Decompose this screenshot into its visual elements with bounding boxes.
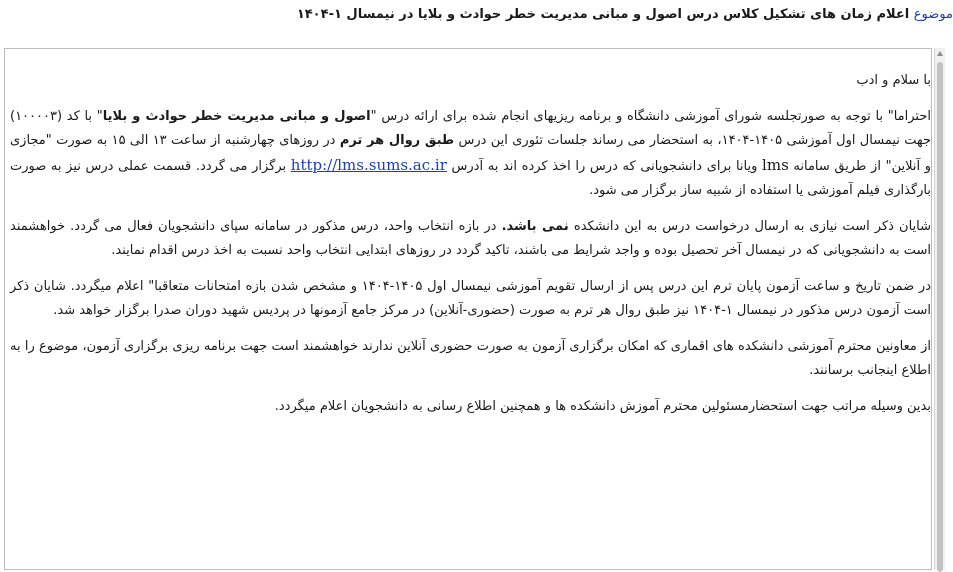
vertical-scrollbar[interactable] xyxy=(934,48,945,570)
schedule-note: طبق روال هر ترم xyxy=(339,133,455,148)
scrollbar-thumb[interactable] xyxy=(937,62,943,572)
paragraph-registration xyxy=(10,215,931,263)
p1-text-5: برگزار می گردد. قسمت عملی درس نیز به صورت بارگذاری فیلم آموزشی یا استفاده از شبیه ساز برگزار می شود. xyxy=(10,159,931,198)
subject-title: اعلام زمان های تشکیل کلاس درس اصول و مبانی مدیریت خطر حوادث و بلایا در نیمسال ۱-۱۴۰۴ xyxy=(296,7,910,22)
subject-line xyxy=(0,5,953,25)
p1-text-1: احتراما" با توجه به صورتجلسه شورای آموزشی دانشگاه و برنامه ریزیهای انجام شده برای ارائه درس " xyxy=(370,109,931,124)
p2-text-2: در بازه انتخاب واحد، درس مذکور در سامانه سپای دانشجویان فعال می گردد. خواهشمند است به دانشجویانی که در نیمسال آخر تحصیل بوده و واجد شرایط می باشند، تاکید گردد در روزهای ابتدایی انتخاب واحد نسبت به اخذ درس اقدام نمایند. xyxy=(10,219,931,258)
scroll-up-arrow-icon[interactable] xyxy=(937,51,943,56)
subject-label: موضوع xyxy=(913,7,953,22)
paragraph-exam: در ضمن تاریخ و ساعت آزمون پایان ترم این درس پس از ارسال تقویم آموزشی نیمسال اول ۱۴۰۵-۱۴۰۴ و مشخص شدن بازه امتحانات متعاقبا" اعلام میگردد. شایان ذکر است آزمون درس مذکور در نیمسال ۱-۱۴۰۴ نیز طبق روال هر ترم به صورت (حضوری-آنلاین) در مرکز جامع آزمونها در پردیس شهید دوران صدرا برگزار خواهد شد. xyxy=(10,279,932,318)
lms-url-link[interactable]: http://lms.sums.ac.ir xyxy=(290,156,447,174)
greeting: با سلام و ادب xyxy=(856,73,931,88)
no-request-needed: نمی باشد. xyxy=(501,219,569,234)
p1-text-3: در روزهای چهارشنبه از ساعت ۱۳ الی ۱۵ به صورت "مجازی و آنلاین" از طریق سامانه xyxy=(10,133,932,174)
paragraph-closing: بدین وسیله مراتب جهت استحضارمسئولین محترم آموزش دانشکده ها و همچنین اطلاع رسانی به دانشجویان اعلام میگردد. xyxy=(274,399,931,414)
p2-text-1: شایان ذکر است نیازی به ارسال درخواست درس به این دانشکده xyxy=(568,219,931,234)
p1-text-2: " با کد (۱۰۰۰۰۳) جهت نیمسال اول آموزشی ۱۴۰۵-۱۴۰۴، به استحضار می رساند جلسات تئوری این درس xyxy=(10,109,931,148)
course-name: اصول و مبانی مدیریت خطر حوادث و بلایا xyxy=(102,109,371,124)
lms-name: lms xyxy=(762,156,789,174)
p1-text-4: ویانا برای دانشجویانی که درس را اخذ کرده اند به آدرس xyxy=(446,159,763,174)
paragraph-course-schedule xyxy=(10,105,931,203)
paragraph-satellite-schools: از معاونین محترم آموزشی دانشکده های اقماری که امکان برگزاری آزمون به صورت حضوری آنلاین ندارند خواهشمند است جهت برنامه ریزی برگزاری آزمون، موضوع را به اطلاع اینجانب برسانند. xyxy=(10,339,931,378)
letter-content xyxy=(10,58,931,431)
